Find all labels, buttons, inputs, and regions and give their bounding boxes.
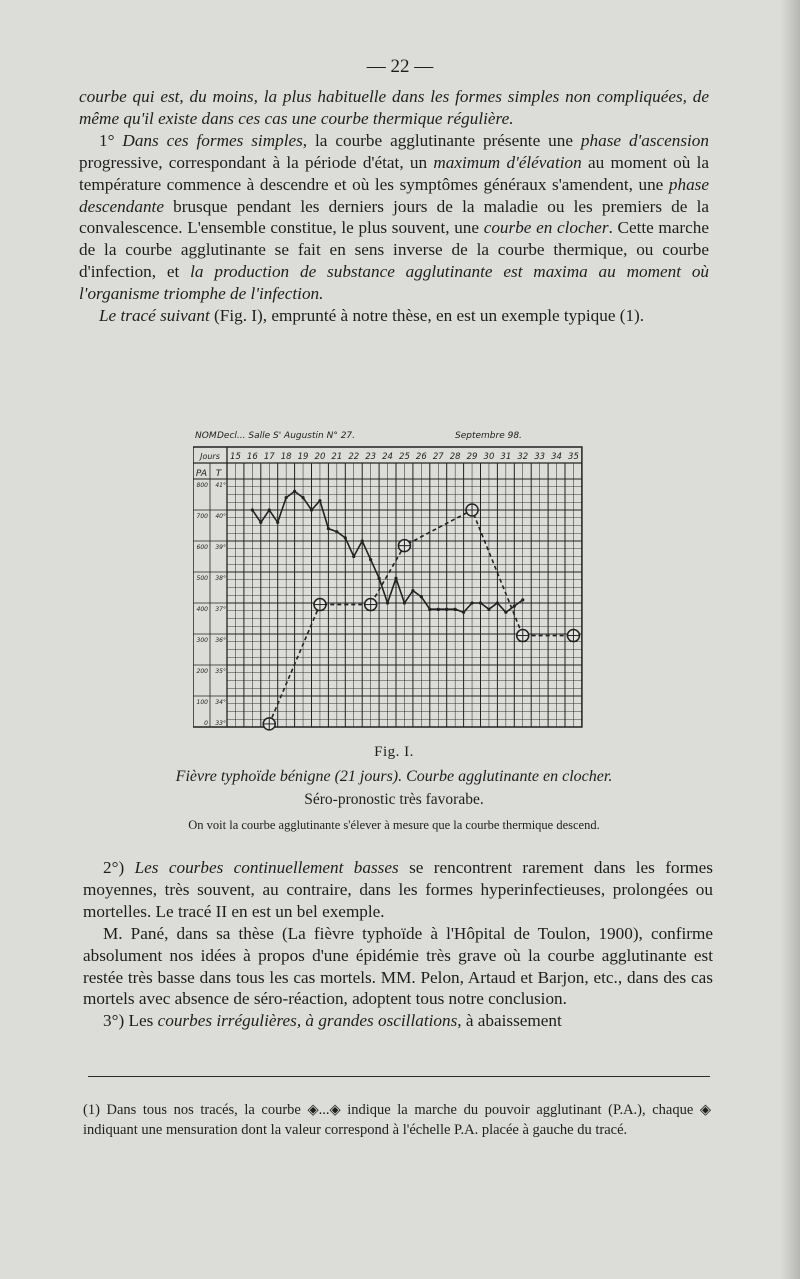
italic-text: la production de substance agglutinante est maxima au moment où l'organisme triomphe de l'infection.: [79, 262, 710, 304]
day-tick-label: 26: [415, 452, 427, 462]
temperature-point: [411, 589, 414, 592]
figure-1: [193, 425, 593, 735]
figure-title: Fig. I.: [374, 744, 414, 760]
day-tick-label: 27: [432, 452, 444, 462]
text: (Fig. I), emprunté à notre thèse, en est un exemple typique (1).: [209, 306, 645, 326]
italic-text: Dans ces formes simples: [122, 130, 303, 150]
temperature-point: [251, 508, 254, 511]
pa-tick-label: 500: [196, 575, 208, 582]
page-number: — 22 —: [366, 56, 434, 77]
temperature-point: [462, 611, 465, 614]
t-tick-label: 40°: [215, 513, 226, 520]
italic-text: Le tracé suivant: [99, 306, 210, 326]
temperature-point: [487, 608, 490, 611]
day-tick-label: 29: [466, 452, 478, 462]
pa-tick-label: 400: [196, 606, 208, 613]
temperature-point: [496, 601, 499, 604]
temperature-point: [378, 577, 381, 580]
text-block-top: [79, 86, 709, 327]
figure-caption-line2: Séro-pronostic très favorabe.: [304, 791, 484, 808]
figure-caption-line1: Fièvre typhoïde bénigne (21 jours). Courbe agglutinante en clocher.: [175, 768, 613, 785]
t-tick-label: 37°: [215, 606, 226, 613]
italic-text: maximum d'élévation: [433, 152, 582, 172]
italic-text: courbe qui est, du moins, la plus habituelle dans les formes simples non compliquées, de même qu'il existe dans ces cas une courbe thermique régulière.: [79, 87, 709, 128]
figure-caption-line3: On voit la courbe agglutinante s'élever à mesure que la courbe thermique descend.: [188, 818, 600, 832]
t-tick-label: 34°: [215, 699, 226, 706]
temperature-point: [454, 608, 457, 611]
nom-label: NOM: [195, 431, 217, 441]
pa-tick-label: 700: [196, 513, 208, 520]
footnote: (1) Dans tous nos tracés, la courbe ◈...◈ indique la marche du pouvoir agglutinant (P.A.), chaque ◈ indiquant une mensuration dont la valeur correspond à l'échelle P.A. placée à gauche du tracé.: [83, 1102, 711, 1138]
paragraph: [79, 130, 709, 305]
day-tick-label: 35: [568, 452, 579, 462]
t-tick-label: 33°: [215, 720, 226, 727]
temperature-agglutination-chart: [193, 445, 593, 745]
temperature-point: [437, 608, 440, 611]
paragraph: [83, 1010, 713, 1032]
footnote-rule: [88, 1076, 710, 1077]
paragraph: [79, 86, 709, 130]
temperature-point: [386, 601, 389, 604]
text: 2°): [103, 858, 135, 877]
pa-tick-label: 600: [196, 544, 208, 551]
day-tick-label: 22: [348, 452, 360, 462]
day-tick-label: 25: [399, 452, 410, 462]
temperature-point: [479, 601, 482, 604]
text: brusque pendant les derniers jours de la maladie ou les premiers de la convalescence. L'ensemble constitue, le plus souvent, une: [79, 196, 709, 238]
day-tick-label: 34: [551, 452, 562, 462]
jours-label: Jours: [200, 452, 220, 461]
italic-text: phase descendante: [79, 174, 709, 216]
day-tick-label: 33: [534, 452, 546, 462]
day-tick-label: 32: [517, 452, 529, 462]
temperature-point: [445, 608, 448, 611]
day-tick-label: 15: [230, 452, 241, 462]
temperature-point: [310, 508, 313, 511]
day-tick-label: 20: [314, 452, 326, 462]
italic-text: Les courbes continuellement basses: [134, 858, 399, 877]
t-tick-label: 38°: [215, 575, 226, 582]
italic-text: phase d'ascension: [580, 130, 709, 150]
temperature-point: [394, 577, 397, 580]
temperature-point: [259, 521, 262, 524]
paragraph: [83, 857, 713, 923]
text: , la courbe agglutinante présente une: [302, 130, 581, 150]
day-tick-label: 23: [365, 452, 377, 462]
paragraph: [83, 923, 713, 1011]
temperature-point: [403, 601, 406, 604]
temperature-point: [369, 558, 372, 561]
pa-tick-label: 800: [196, 482, 208, 489]
t-tick-label: 36°: [215, 637, 226, 644]
temperature-point: [428, 608, 431, 611]
chart-header: [193, 425, 593, 445]
temperature-point: [293, 490, 296, 493]
pa-tick-label: 300: [196, 637, 208, 644]
text: 3°) Les: [103, 1011, 158, 1031]
text: 1°: [99, 130, 123, 150]
text: à abaissement: [461, 1011, 562, 1031]
text-block-bottom: [83, 857, 713, 1032]
temperature-point: [276, 521, 279, 524]
day-tick-label: 28: [449, 452, 461, 462]
pa-tick-label: 200: [196, 668, 208, 675]
pa-tick-label: 100: [196, 699, 208, 706]
pa-axis-label: PA: [195, 469, 208, 479]
temperature-point: [285, 496, 288, 499]
text: se rencontrent rarement dans les formes moyennes, très souvent, au contraire, dans les formes hyperinfectieuses, prolongées ou mortelles. Le tracé II en est un bel exemple.: [83, 858, 713, 921]
text: au moment où la température commence à descendre et où les symptômes généraux s'amendent, une: [79, 152, 709, 194]
temperature-point: [335, 530, 338, 533]
temperature-point: [504, 611, 507, 614]
temperature-point: [327, 527, 330, 530]
text: . Cette marche de la courbe agglutinante se fait en sens inverse de la courbe thermique, ou courbe d'infection, et: [79, 218, 709, 282]
paragraph: [79, 305, 709, 327]
day-tick-label: 31: [500, 452, 512, 462]
day-tick-label: 18: [280, 452, 292, 462]
temperature-point: [361, 539, 364, 542]
day-tick-label: 24: [382, 452, 393, 462]
t-tick-label: 39°: [215, 544, 226, 551]
temperature-point: [301, 496, 304, 499]
day-tick-label: 16: [246, 452, 258, 462]
temperature-point: [420, 595, 423, 598]
day-tick-label: 17: [263, 452, 275, 462]
t-axis-label: T: [215, 469, 222, 479]
italic-text: courbes irrégulières, à grandes oscillations,: [157, 1011, 462, 1031]
temperature-point: [521, 598, 524, 601]
temperature-point: [318, 499, 321, 502]
temperature-point: [513, 605, 516, 608]
temperature-point: [352, 555, 355, 558]
text: progressive, correspondant à la période d'état, un: [79, 152, 434, 172]
t-tick-label: 41°: [215, 482, 226, 489]
day-tick-label: 30: [483, 452, 495, 462]
text: M. Pané, dans sa thèse (La fièvre typhoïde à l'Hôpital de Toulon, 1900), confirme absolument nos idées à propos d'une épidémie très grave où la courbe agglutinante est restée très basse dans tous les cas mortels. MM. Pelon, Artaud et Barjon, etc., dans des cas mortels avec absence de séro-réaction, adoptent tous notre conclusion.: [83, 923, 713, 1009]
pa-tick-label: 0: [204, 720, 208, 727]
t-tick-label: 35°: [215, 668, 226, 675]
page-edge-shadow: [780, 0, 800, 1279]
italic-text: courbe en clocher: [483, 218, 609, 238]
nom-value: Decl... Salle S' Augustin N° 27.: [217, 431, 356, 441]
temperature-point: [268, 508, 271, 511]
month-label: Septembre 98.: [455, 431, 522, 441]
day-tick-label: 21: [331, 452, 343, 462]
temperature-point: [470, 601, 473, 604]
day-tick-label: 19: [297, 452, 309, 462]
temperature-point: [344, 536, 347, 539]
